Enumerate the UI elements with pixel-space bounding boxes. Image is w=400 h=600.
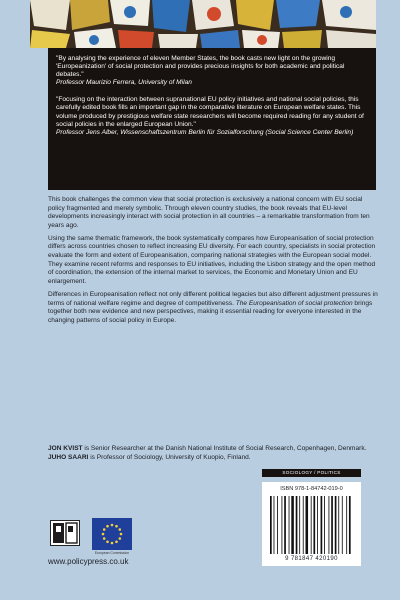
policy-press-logo-icon [50, 520, 80, 546]
quote-2-text: "Focusing on the interaction between supranational EU policy initiatives and national social policies, this carefully edited book fills an important gap in the comparative literature on European welfare states. This volume produced by prestigious welfare state researchers will become required reading for any student of social policies in the enlarged European Union." [56, 96, 364, 128]
barcode-panel [262, 482, 361, 566]
book-title-italic: The Europeanisation of social protection [235, 299, 353, 307]
isbn-number: ISBN 978-1-84742-019-0 [280, 486, 343, 492]
quote-1-text: "By analysing the experience of eleven Member States, the book casts new light on the growing 'Europeanization' of social protection and provides precious insights for both academic and political debates." [56, 55, 345, 79]
eu-caption: European Commission [94, 551, 130, 555]
author-name: JON KVIST [48, 445, 83, 452]
book-description [48, 196, 380, 330]
author-bio-1: JON KVIST is Senior Researcher at the Danish National Institute of Social Research, Copenhagen, Denmark. [48, 445, 367, 452]
quote-1-attribution: Professor Maurizio Ferrera, University of Milan [56, 79, 192, 87]
description-paragraph-3: Differences in Europeanisation reflect not only different political legacies but also different adjustment pressures in terms of national welfare regime and degree of competitiveness. The Europeanisation of social protection brings together both new evidence and new perspectives, making it essential reading for everyone interested in the changing patterns of social policy in Europe. [48, 290, 378, 324]
cover-mosaic-image [30, 0, 376, 48]
author-bio-2: JUHO SAARI is Professor of Sociology, University of Kuopio, Finland. [48, 453, 251, 461]
eu-flag-icon [92, 518, 132, 550]
description-paragraph-2: Using the same thematic framework, the book systematically compares how Europeanisation of social protection differs across countries chosen to reflect increasing EU diversity. For each country, specialists in social protection evaluate the form and extent of Europeanisation, comparing national strategies with the European social model. They examine recent reforms and responses to EU initiatives, including the Lisbon strategy and the open method of coordination, the extension of the internal market to services, the Economic and Monetary Union and EU enlargement. [48, 234, 376, 285]
publisher-website: www.policypress.co.uk [48, 557, 129, 566]
barcode-number: 9 781847 420190 [285, 556, 338, 562]
author-bios [48, 445, 380, 462]
author-name: JUHO SAARI [48, 453, 89, 461]
description-paragraph-1: This book challenges the common view that social protection is exclusively a national concern with EU social policy fragmented and merely symbolic. Through eleven country studies, the book reveals that EU-level developments increasingly interact with social protection in all countries – a remarkable transformation from ten years ago. [48, 196, 370, 229]
review-quotes-box [48, 48, 376, 190]
quote-2-attribution: Professor Jens Alber, Wissenschaftszentrum Berlin für Sozialforschung (Social Science Center Berlin) [56, 128, 354, 136]
subject-category-label: SOCIOLOGY / POLITICS [262, 469, 361, 477]
barcode-icon [270, 496, 353, 554]
